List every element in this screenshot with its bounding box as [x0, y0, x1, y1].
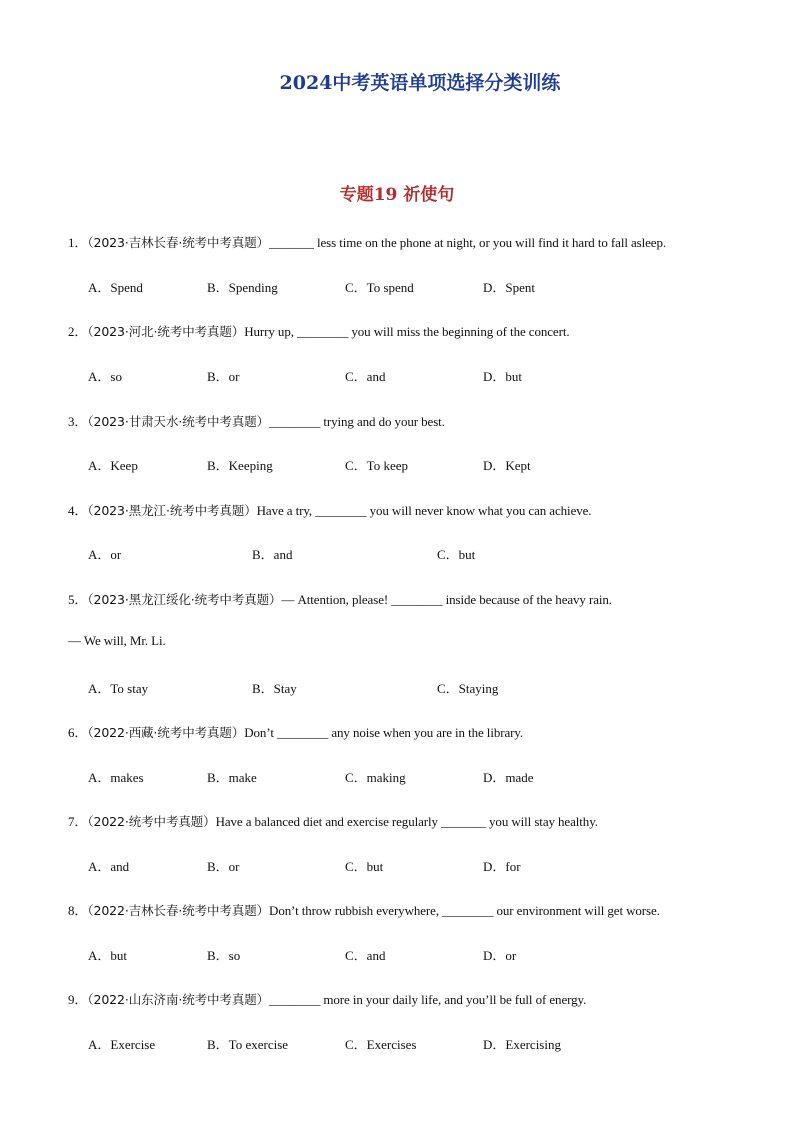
question-source: （2022·山东济南·统考中考真题） — [87, 992, 270, 1007]
dialogue-reply: — We will, Mr. Li. — [68, 633, 166, 648]
question-text: Don’t throw rubbish everywhere, ________ our environment will get worse. — [269, 903, 660, 918]
question-number: 7． — [68, 814, 88, 829]
question-text: _______ less time on the phone at night, or you will find it hard to fall asleep. — [269, 235, 667, 250]
question-source: （2023·河北·统考中考真题） — [87, 324, 245, 339]
answer-option[interactable]: A．but — [88, 948, 128, 963]
answer-option[interactable]: A．or — [88, 547, 122, 562]
answer-option[interactable]: C．making — [345, 770, 406, 785]
answer-option[interactable]: A．Keep — [88, 458, 138, 473]
question-stem — [68, 989, 586, 1008]
answer-option[interactable]: A．Exercise — [88, 1037, 156, 1052]
question-text: — Attention, please! ________ inside because of the heavy rain. — [281, 592, 612, 607]
answer-option[interactable]: B．To exercise — [207, 1037, 289, 1052]
question-text: Hurry up, ________ you will miss the beginning of the concert. — [244, 324, 570, 339]
answer-option[interactable]: A．To stay — [88, 681, 149, 696]
answer-option[interactable]: B．Stay — [252, 681, 297, 696]
answer-option[interactable]: B．or — [207, 369, 240, 384]
topic-title: 专题19 祈使句 — [339, 185, 455, 205]
question-number: 4． — [68, 503, 88, 518]
question-source: （2023·黑龙江·统考中考真题） — [87, 503, 257, 518]
answer-option[interactable]: D．or — [483, 948, 517, 963]
answer-option[interactable]: C．but — [437, 547, 476, 562]
question-number: 5． — [68, 592, 88, 607]
answer-option[interactable]: C．and — [345, 369, 386, 384]
answer-option[interactable]: C．Exercises — [345, 1037, 417, 1052]
answer-option[interactable]: D．Kept — [483, 458, 531, 473]
answer-option[interactable]: C．To keep — [345, 458, 408, 473]
question-text: Have a try, ________ you will never know what you can achieve. — [256, 503, 592, 518]
answer-option[interactable]: C．but — [345, 859, 384, 874]
question-source: （2023·黑龙江绥化·统考中考真题） — [87, 592, 282, 607]
answer-option[interactable]: D．Exercising — [483, 1037, 561, 1052]
question-source: （2022·统考中考真题） — [87, 814, 216, 829]
answer-option[interactable]: B．or — [207, 859, 240, 874]
question-number: 2． — [68, 324, 88, 339]
answer-option[interactable]: B．Spending — [207, 280, 278, 295]
question-text: ________ more in your daily life, and you’ll be full of energy. — [269, 992, 587, 1007]
answer-option[interactable]: B．and — [252, 547, 293, 562]
answer-option[interactable]: D．but — [483, 369, 523, 384]
answer-option[interactable]: D．Spent — [483, 280, 536, 295]
question-source: （2023·吉林长春·统考中考真题） — [87, 235, 270, 250]
question-stem — [68, 321, 569, 340]
answer-option[interactable]: B．Keeping — [207, 458, 273, 473]
question-text: Have a balanced diet and exercise regularly _______ you will stay healthy. — [215, 814, 598, 829]
question-text: ________ trying and do your best. — [269, 414, 445, 429]
question-source: （2022·吉林长春·统考中考真题） — [87, 903, 270, 918]
question-source: （2022·西藏·统考中考真题） — [87, 725, 245, 740]
answer-option[interactable]: C．and — [345, 948, 386, 963]
answer-option[interactable]: B．so — [207, 948, 241, 963]
question-stem — [68, 722, 523, 741]
answer-option[interactable]: A．and — [88, 859, 130, 874]
question-stem — [68, 411, 445, 430]
answer-option[interactable]: A．so — [88, 369, 122, 384]
answer-option[interactable]: A．makes — [88, 770, 144, 785]
question-stem — [68, 589, 612, 608]
question-number: 8． — [68, 903, 88, 918]
question-stem — [68, 811, 598, 830]
question-number: 3． — [68, 414, 88, 429]
answer-option[interactable]: D．for — [483, 859, 521, 874]
question-stem — [68, 900, 660, 919]
question-number: 6． — [68, 725, 88, 740]
answer-option[interactable]: A．Spend — [88, 280, 143, 295]
answer-option[interactable]: B．make — [207, 770, 257, 785]
document-title: 2024中考英语单项选择分类训练 — [279, 72, 561, 94]
question-text: Don’t ________ any noise when you are in the library. — [244, 725, 524, 740]
answer-option[interactable]: C．To spend — [345, 280, 414, 295]
question-stem — [68, 500, 591, 519]
question-number: 9． — [68, 992, 88, 1007]
answer-option[interactable]: C．Staying — [437, 681, 499, 696]
question-number: 1． — [68, 235, 88, 250]
answer-option[interactable]: D．made — [483, 770, 534, 785]
question-stem — [68, 232, 666, 251]
question-source: （2023·甘肃天水·统考中考真题） — [87, 414, 270, 429]
